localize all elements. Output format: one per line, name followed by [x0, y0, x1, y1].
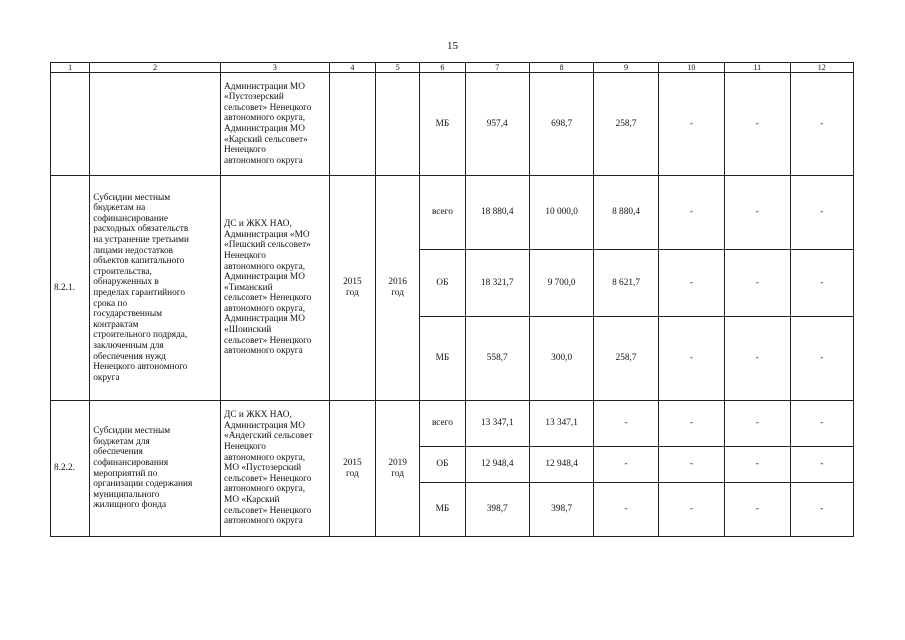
year-amount: 300,0 — [529, 317, 593, 401]
col-header: 9 — [594, 63, 658, 73]
empty-value: - — [658, 401, 724, 447]
item-number: 8.2.1. — [51, 176, 90, 401]
year-amount: 258,7 — [594, 73, 658, 176]
col-header: 3 — [221, 63, 330, 73]
year-amount: 398,7 — [529, 483, 593, 537]
executor-cell: Администрация МО «Пустозерский сельсовет» Ненецкого автономного округа, Администрация МО «Карский сельсовет» Ненецкого автономного округа — [221, 73, 330, 176]
item-number: 8.2.2. — [51, 401, 90, 537]
total-amount: 18 321,7 — [465, 250, 529, 317]
end-year: 2016 год — [376, 176, 420, 401]
year-amount: - — [594, 483, 658, 537]
empty-value: - — [658, 483, 724, 537]
empty-value: - — [790, 250, 853, 317]
executor-cell: ДС и ЖКХ НАО, Администрация «МО «Пешский сельсовет» Ненецкого автономного округа, Администрация МО «Тиманский сельсовет» Ненецкого автономного округа, Администрация МО «Шоинский сельсовет» Ненецкого автономного округа — [221, 176, 330, 401]
item-name: Субсидии местным бюджетам для обеспечения софинансирования мероприятий по организации содержания муниципального жилищного фонда — [90, 401, 221, 537]
funding-source: всего — [420, 176, 465, 250]
total-amount: 12 948,4 — [465, 447, 529, 483]
empty-value: - — [790, 73, 853, 176]
item-name: Субсидии местным бюджетам на софинансирование расходных обязательств на устранение третьими лицами недостатков объектов капитального строительства, обнаруженных в пределах гарантийного срока по государственным контрактам строительного подряда, заключенным для обеспечения нужд Ненецкого автономного округа — [90, 176, 221, 401]
total-amount: 13 347,1 — [465, 401, 529, 447]
table-row — [51, 73, 854, 176]
table-row — [51, 401, 854, 447]
start-year: 2015 год — [329, 176, 375, 401]
empty-value: - — [725, 447, 790, 483]
empty-value: - — [725, 250, 790, 317]
empty-value: - — [658, 176, 724, 250]
empty-value: - — [790, 176, 853, 250]
funding-source: ОБ — [420, 447, 465, 483]
funding-source: МБ — [420, 73, 465, 176]
empty-value: - — [790, 401, 853, 447]
funding-source: ОБ — [420, 250, 465, 317]
empty-value: - — [658, 73, 724, 176]
empty-value: - — [725, 317, 790, 401]
year-amount: - — [594, 447, 658, 483]
empty-value: - — [658, 250, 724, 317]
empty-value: - — [725, 401, 790, 447]
funding-source: всего — [420, 401, 465, 447]
year-amount: 8 621,7 — [594, 250, 658, 317]
total-amount: 558,7 — [465, 317, 529, 401]
column-number-row — [51, 63, 854, 73]
year-amount: 10 000,0 — [529, 176, 593, 250]
col-header: 12 — [790, 63, 853, 73]
program-table — [50, 62, 854, 537]
year-amount: 9 700,0 — [529, 250, 593, 317]
end-year: 2019 год — [376, 401, 420, 537]
empty-value: - — [790, 447, 853, 483]
year-amount: 13 347,1 — [529, 401, 593, 447]
col-header: 7 — [465, 63, 529, 73]
funding-source: МБ — [420, 483, 465, 537]
table-row — [51, 176, 854, 250]
funding-source: МБ — [420, 317, 465, 401]
total-amount: 957,4 — [465, 73, 529, 176]
col-header: 5 — [376, 63, 420, 73]
empty-value: - — [790, 483, 853, 537]
empty-value: - — [658, 317, 724, 401]
col-header: 8 — [529, 63, 593, 73]
empty-value: - — [725, 73, 790, 176]
empty-value: - — [725, 176, 790, 250]
executor-cell: ДС и ЖКХ НАО, Администрация МО «Андегский сельсовет Ненецкого автономного округа, МО «Пустозерский сельсовет» Ненецкого автономного округа, МО «Карский сельсовет» Ненецкого автономного округа — [221, 401, 330, 537]
col-header: 6 — [420, 63, 465, 73]
empty-value: - — [658, 447, 724, 483]
year-amount: - — [594, 401, 658, 447]
start-year: 2015 год — [329, 401, 375, 537]
col-header: 2 — [90, 63, 221, 73]
year-amount: 12 948,4 — [529, 447, 593, 483]
col-header: 1 — [51, 63, 90, 73]
empty-value: - — [725, 483, 790, 537]
page-number: 15 — [447, 40, 458, 52]
total-amount: 398,7 — [465, 483, 529, 537]
empty-value: - — [790, 317, 853, 401]
col-header: 4 — [329, 63, 375, 73]
year-amount: 258,7 — [594, 317, 658, 401]
year-amount: 698,7 — [529, 73, 593, 176]
col-header: 11 — [725, 63, 790, 73]
total-amount: 18 880,4 — [465, 176, 529, 250]
year-amount: 8 880,4 — [594, 176, 658, 250]
col-header: 10 — [658, 63, 724, 73]
